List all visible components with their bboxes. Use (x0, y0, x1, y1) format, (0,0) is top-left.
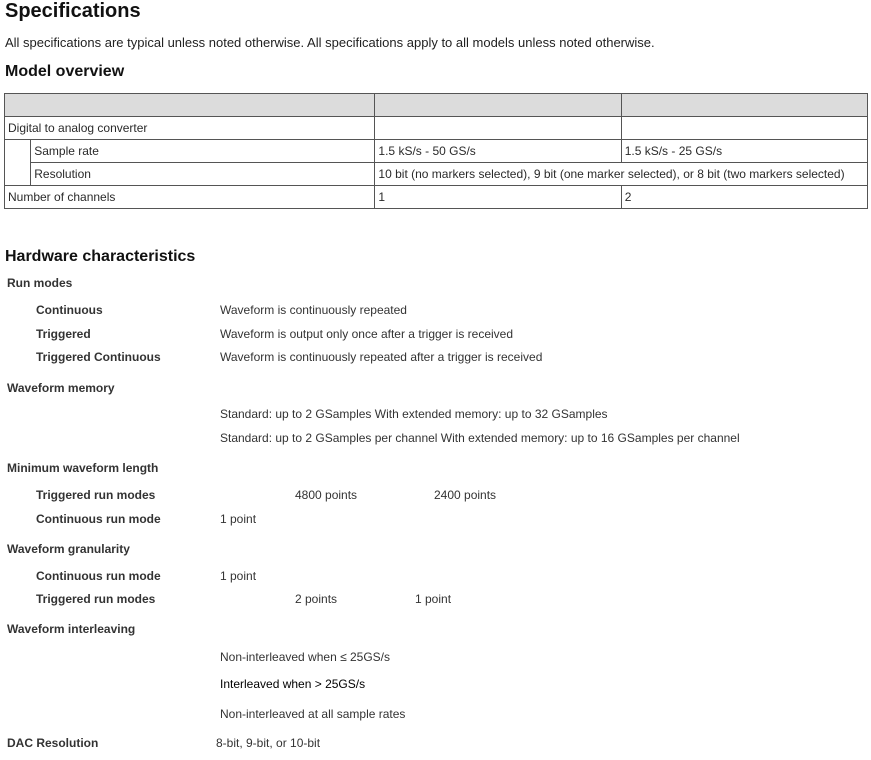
interleaving-line1: Non-interleaved when ≤ 25GS/s (220, 650, 391, 664)
min-length-triggered-b: 2400 points (434, 488, 497, 502)
dac-cell-b (621, 117, 867, 140)
indent-cell (5, 140, 31, 163)
run-modes-label: Run modes (7, 276, 73, 290)
header-cell-model-b (621, 94, 867, 117)
min-length-triggered-a: 4800 points (295, 488, 358, 502)
granularity-triggered-a: 2 points (295, 592, 338, 606)
channels-model-b: 2 (621, 186, 867, 209)
interleaving-line2: Interleaved when > 25GS/s (220, 677, 366, 691)
granularity-label: Waveform granularity (7, 542, 130, 556)
granularity-continuous-label: Continuous run mode (36, 569, 161, 583)
interleaving-label: Waveform interleaving (7, 622, 136, 636)
dac-cell-a (375, 117, 621, 140)
min-length-triggered-label: Triggered run modes (36, 488, 156, 502)
run-mode-continuous-desc: Waveform is continuously repeated (220, 303, 407, 317)
run-mode-continuous: Continuous (36, 303, 103, 317)
channels-label: Number of channels (5, 186, 375, 209)
dac-label: Digital to analog converter (5, 117, 375, 140)
granularity-triggered-label: Triggered run modes (36, 592, 156, 606)
channels-model-a: 1 (375, 186, 621, 209)
run-mode-triggered-continuous-desc: Waveform is continuously repeated after a trigger is received (220, 350, 543, 364)
hardware-heading: Hardware characteristics (5, 248, 196, 265)
intro-text: All specifications are typical unless noted otherwise. All specifications apply to all models unless noted otherwise. (5, 35, 655, 50)
page-title: Specifications (5, 0, 141, 22)
model-overview-heading: Model overview (5, 63, 125, 80)
resolution-value: 10 bit (no markers selected), 9 bit (one marker selected), or 8 bit (two markers selected) (375, 163, 868, 186)
sample-rate-model-a: 1.5 kS/s - 50 GS/s (375, 140, 621, 163)
run-mode-triggered: Triggered (36, 327, 91, 341)
waveform-memory-line2: Standard: up to 2 GSamples per channel With extended memory: up to 16 GSamples per channel (220, 431, 740, 445)
dac-resolution-value: 8-bit, 9-bit, or 10-bit (216, 736, 321, 750)
granularity-continuous-value: 1 point (220, 569, 257, 583)
dac-resolution-label: DAC Resolution (7, 736, 99, 750)
table-row-dac (5, 117, 868, 140)
header-cell-parameter (5, 94, 375, 117)
table-header-row (5, 94, 868, 117)
waveform-memory-label: Waveform memory (7, 381, 115, 395)
sample-rate-model-b: 1.5 kS/s - 25 GS/s (621, 140, 867, 163)
min-length-continuous-value: 1 point (220, 512, 257, 526)
indent-cell (5, 163, 31, 186)
model-overview-table (4, 93, 868, 209)
run-mode-triggered-continuous: Triggered Continuous (36, 350, 161, 364)
table-row-sample-rate (5, 140, 868, 163)
run-mode-triggered-desc: Waveform is output only once after a trigger is received (220, 327, 514, 341)
granularity-triggered-b: 1 point (415, 592, 452, 606)
header-cell-model-a (375, 94, 621, 117)
table-row-resolution (5, 163, 868, 186)
table-row-channels (5, 186, 868, 209)
min-length-continuous-label: Continuous run mode (36, 512, 161, 526)
resolution-label: Resolution (31, 163, 375, 186)
sample-rate-label: Sample rate (31, 140, 375, 163)
interleaving-line3: Non-interleaved at all sample rates (220, 707, 406, 721)
waveform-memory-line1: Standard: up to 2 GSamples With extended memory: up to 32 GSamples (220, 407, 608, 421)
min-length-label: Minimum waveform length (7, 461, 159, 475)
